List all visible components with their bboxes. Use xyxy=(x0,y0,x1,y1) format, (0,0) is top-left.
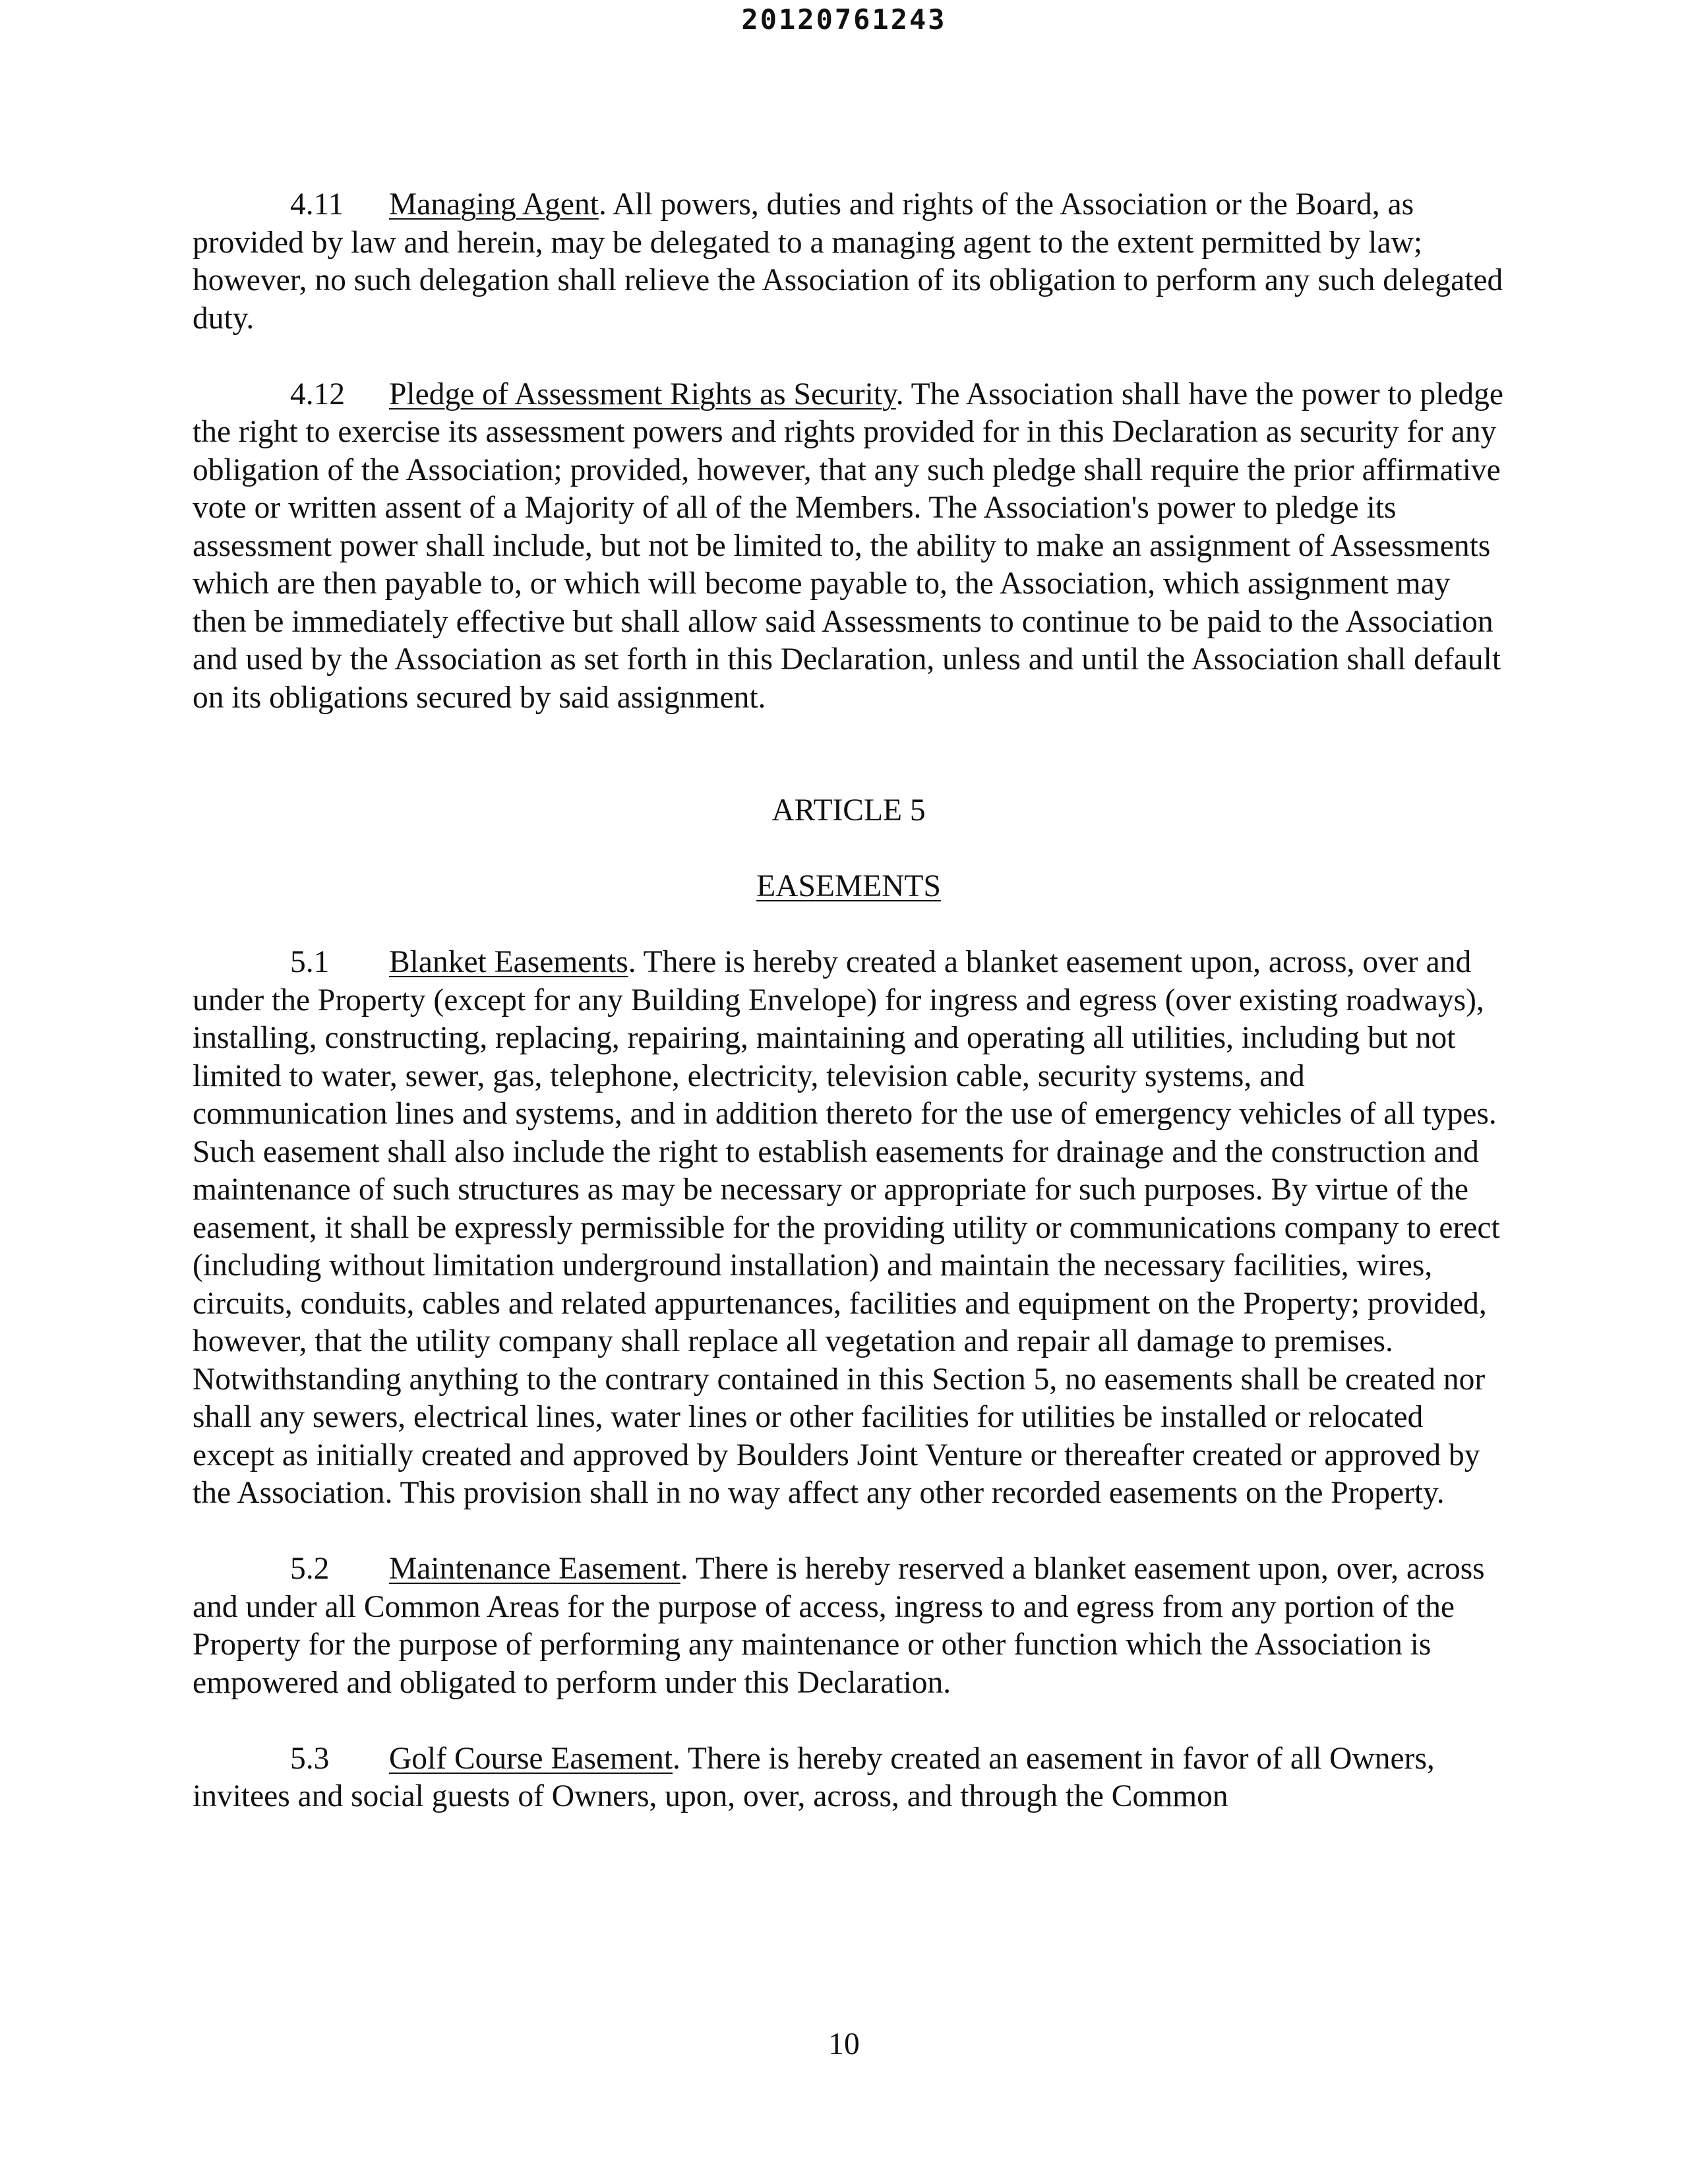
section-number: 5.2 xyxy=(290,1552,330,1586)
section-text: . There is hereby reserved a blanket easement upon, over, across and under all Common Areas for the purpose of access, ingress to and egress from any portion of the Property for the purpose of performing any maintenance or other function which the Association is empowered and obligated to perform under this Declaration. xyxy=(193,1552,1485,1700)
article-label: ARTICLE 5 xyxy=(771,793,926,828)
section-text: . The Association shall have the power to pledge the right to exercise its assessment powers and rights provided for in this Declaration as security for any obligation of the Association; provided, however, that any such pledge shall require the prior affirmative vote or written assent of a Majority of all of the Members. The Association's power to pledge its assessment power shall include, but not be limited to, the ability to make an assignment of Assessments which are then payable to, or which will become payable to, the Association, which assignment may then be immediately effective but shall allow said Assessments to continue to be paid to the Association and used by the Association as set forth in this Declaration, unless and until the Association shall default on its obligations secured by said assignment. xyxy=(193,377,1503,715)
section-number: 5.1 xyxy=(290,945,330,979)
section-heading: Blanket Easements xyxy=(389,945,628,979)
section-4-12 xyxy=(193,376,1505,717)
section-5-2 xyxy=(193,1550,1505,1702)
section-text: . There is hereby created an easement in favor of all Owners, invitees and social guests of Owners, upon, over, across, and through the Common xyxy=(193,1741,1435,1813)
section-heading: Maintenance Easement xyxy=(389,1552,680,1586)
section-heading: Golf Course Easement xyxy=(389,1741,673,1776)
document-number: 20120761243 xyxy=(741,3,947,36)
section-5-1 xyxy=(193,944,1505,1513)
section-text: . There is hereby created a blanket easement upon, across, over and under the Property (except for any Building Envelope) for ingress and egress (over existing roadways), installing, constructing, replacing, repairing, maintaining and operating all utilities, including but not limited to water, sewer, gas, telephone, electricity, television cable, security systems, and communication lines and systems, and in addition thereto for the use of emergency vehicles of all types. Such easement shall also include the right to establish easements for drainage and the construction and maintenance of such structures as may be necessary or appropriate for such purposes. By virtue of the easement, it shall be expressly permissible for the providing utility or communications company to erect (including without limitation underground installation) and maintain the necessary facilities, wires, circuits, conduits, cables and related appurtenances, facilities and equipment on the Property; provided, however, that the utility company shall replace all vegetation and repair all damage to premises. Notwithstanding anything to the contrary contained in this Section 5, no easements shall be created nor shall any sewers, electrical lines, water lines or other facilities for utilities be installed or relocated except as initially created and approved by Boulders Joint Venture or thereafter created or approved by the Association. This provision shall in no way affect any other recorded easements on the Property. xyxy=(193,945,1500,1510)
section-number: 4.12 xyxy=(290,377,346,411)
section-number: 4.11 xyxy=(290,187,344,222)
section-heading: Pledge of Assessment Rights as Security xyxy=(389,377,896,411)
section-heading: Managing Agent xyxy=(389,187,599,222)
section-number: 5.3 xyxy=(290,1741,330,1776)
article-title xyxy=(193,868,1505,906)
section-4-11 xyxy=(193,186,1505,338)
document-body xyxy=(193,186,1505,1816)
article-title-text: EASEMENTS xyxy=(756,869,941,903)
page-number: 10 xyxy=(828,2027,860,2061)
section-5-3 xyxy=(193,1740,1505,1816)
section-text: . All powers, duties and rights of the Association or the Board, as provided by law and herein, may be delegated to a managing agent to the extent permitted by law; however, no such delegation shall relieve the Association of its obligation to perform any such delegated duty. xyxy=(193,187,1503,336)
